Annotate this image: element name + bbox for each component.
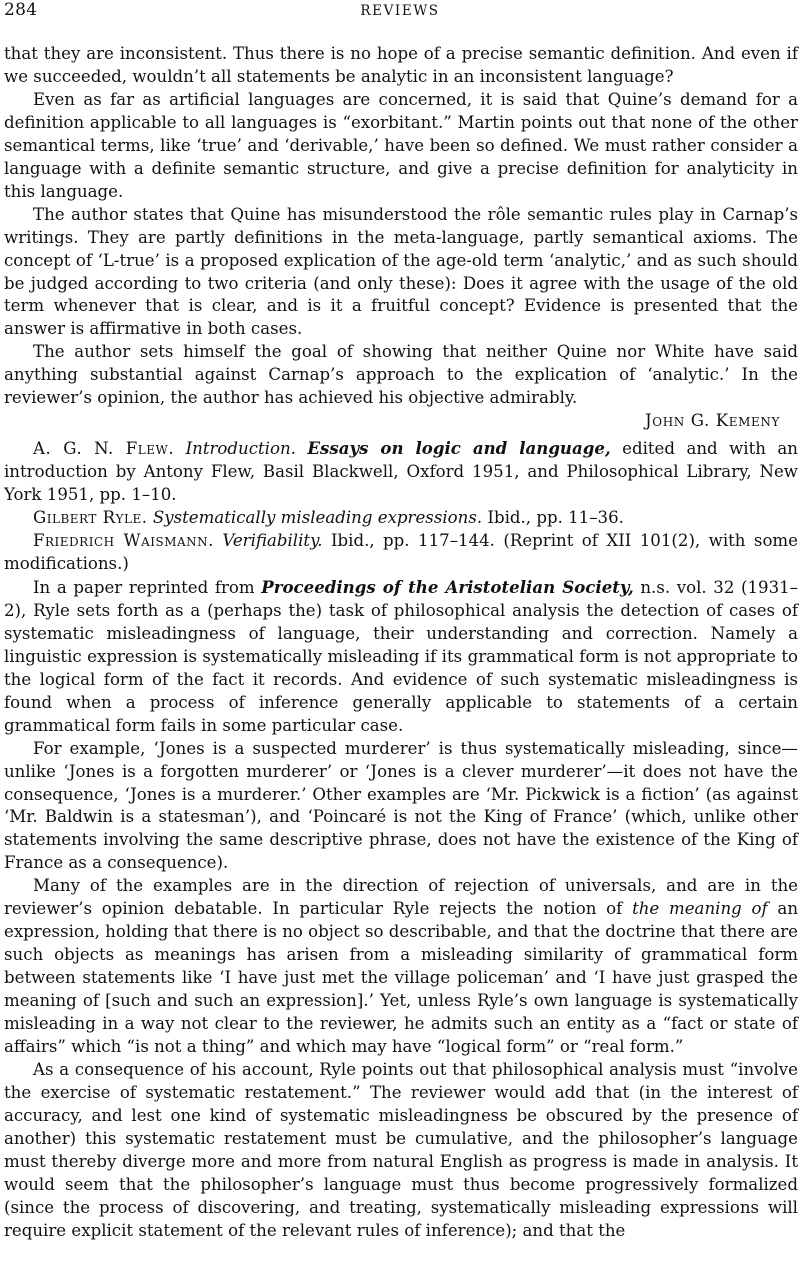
- article-body: [4, 43, 798, 1243]
- citation-title: Systematically misleading expressions.: [152, 508, 483, 528]
- citation-details: Ibid., pp. 117–144. (Reprint of XII 101(2), with some modifications.): [4, 531, 798, 573]
- emphasis-meaning-of: the meaning of: [632, 899, 768, 919]
- review1-paragraph-4: The author sets himself the goal of showing that neither Quine nor White have said anything substantial against Carnap’s approach to the explication of ‘analytic.’ In the reviewer’s opinion, the author has achieved his objective admirably.: [4, 342, 798, 408]
- review2-p3-rest: an expression, holding that there is no object so describable, and that the doctrine that there are such objects as meanings has arisen from a misleading similarity of grammatical form between statements like ‘I have just met the village policeman’ and ‘I have just grasped the meaning of [such and such an expression].’ Yet, unless Ryle’s own language is systematically misleading in a way not clear to the reviewer, he admits such an entity as a “fact or state of affairs” which “is not a thing” and which may have “logical form” or “real form.”: [4, 899, 799, 1056]
- citation-title: Introduction.: [185, 439, 296, 459]
- source-journal-title: Proceedings of the Aristotelian Society,: [261, 576, 634, 597]
- citation-ryle: [4, 507, 798, 530]
- citation-waismann: [4, 530, 798, 576]
- reviewer-signature: John G. Kemeny: [645, 411, 780, 431]
- citation-flew: [4, 437, 798, 507]
- running-head: [2, 0, 798, 27]
- citation-author: A. G. N. Flew.: [33, 439, 175, 459]
- review2-paragraph-1: [4, 576, 798, 738]
- citation-details: edited and with an introduction by Antony Flew, Basil Blackwell, Oxford 1951, and Philosophical Library, New York 1951, pp. 1–10.: [4, 439, 798, 505]
- review1-paragraph-1: that they are inconsistent. Thus there is no hope of a precise semantic definition. And even if we succeeded, wouldn’t all statements be analytic in an inconsistent language?: [4, 44, 798, 86]
- citation-author: Friedrich Waismann.: [33, 531, 214, 551]
- review2-p1-rest: n.s. vol. 32 (1931–2), Ryle sets forth as a (perhaps the) task of philosophical analysis the detection of cases of systematic misleadingness of language, their understanding and correction. Namely a linguistic expression is systematically misleading if its grammatical form is not appropriate to the logical form of the fact it records. And evidence of such systematic misleadingness is found when a process of inference generally applicable to statements of a certain grammatical form fails in some particular case.: [4, 577, 798, 735]
- citation-title: Verifiability.: [222, 531, 323, 551]
- review1-paragraph-2: Even as far as artificial languages are concerned, it is said that Quine’s demand for a definition applicable to all languages is “exorbitant.” Martin points out that none of the other semantical terms, like ‘true’ and ‘derivable,’ have been so defined. We must rather consider a language with a definite semantic structure, and give a precise definition for analyticity in this language.: [4, 89, 798, 201]
- review2-paragraph-3: [4, 875, 798, 1059]
- section-heading: REVIEWS: [360, 3, 440, 19]
- review2-paragraph-4: As a consequence of his account, Ryle points out that philosophical analysis must “involve the exercise of systematic restatement.” The reviewer would add that (in the interest of accuracy, and lest one kind of systematic misleadingness be obscured by the presence of another) this systematic restatement must be cumulative, and the philosopher’s language must thereby diverge more and more from natural English as progress is made in analysis. It would seem that the philosopher’s language must thus become progressively formalized (since the process of discovering, and treating, systematically misleading expressions will require explicit statement of the relevant rules of inference); and that the: [4, 1059, 798, 1240]
- review2-paragraph-2: For example, ‘Jones is a suspected murderer’ is thus systematically misleading, since—unlike ‘Jones is a forgotten murderer’ or ‘Jones is a clever murderer’—it does not have the consequence, ‘Jones is a murderer.’ Other examples are ‘Mr. Pickwick is a fiction’ (as against ‘Mr. Baldwin is a statesman’), and ‘Poincaré is not the King of France’ (which, unlike other statements involving the same descriptive phrase, does not have the existence of the King of France as a consequence).: [4, 738, 798, 873]
- citation-details: Ibid., pp. 11–36.: [487, 508, 624, 528]
- page-number: 284: [4, 0, 38, 20]
- review2-p1-start: In a paper reprinted from: [33, 577, 255, 597]
- citation-book-title: Essays on logic and language,: [307, 438, 611, 459]
- citation-author: Gilbert Ryle.: [33, 508, 148, 528]
- review1-paragraph-3: The author states that Quine has misunderstood the rôle semantic rules play in Carnap’s writings. They are partly definitions in the meta-language, partly semantical axioms. The concept of ‘L-true’ is a proposed explication of the age-old term ‘analytic,’ and as such should be judged according to two criteria (and only these): Does it agree with the usage of the old term whenever that is clear, and is it a fruitful concept? Evidence is presented that the answer is affirmative in both cases.: [4, 204, 798, 339]
- review2-p3-start: Many of the examples are in the direction of rejection of universals, and are in the reviewer’s opinion debatable. In particular Ryle rejects the notion of: [4, 876, 798, 919]
